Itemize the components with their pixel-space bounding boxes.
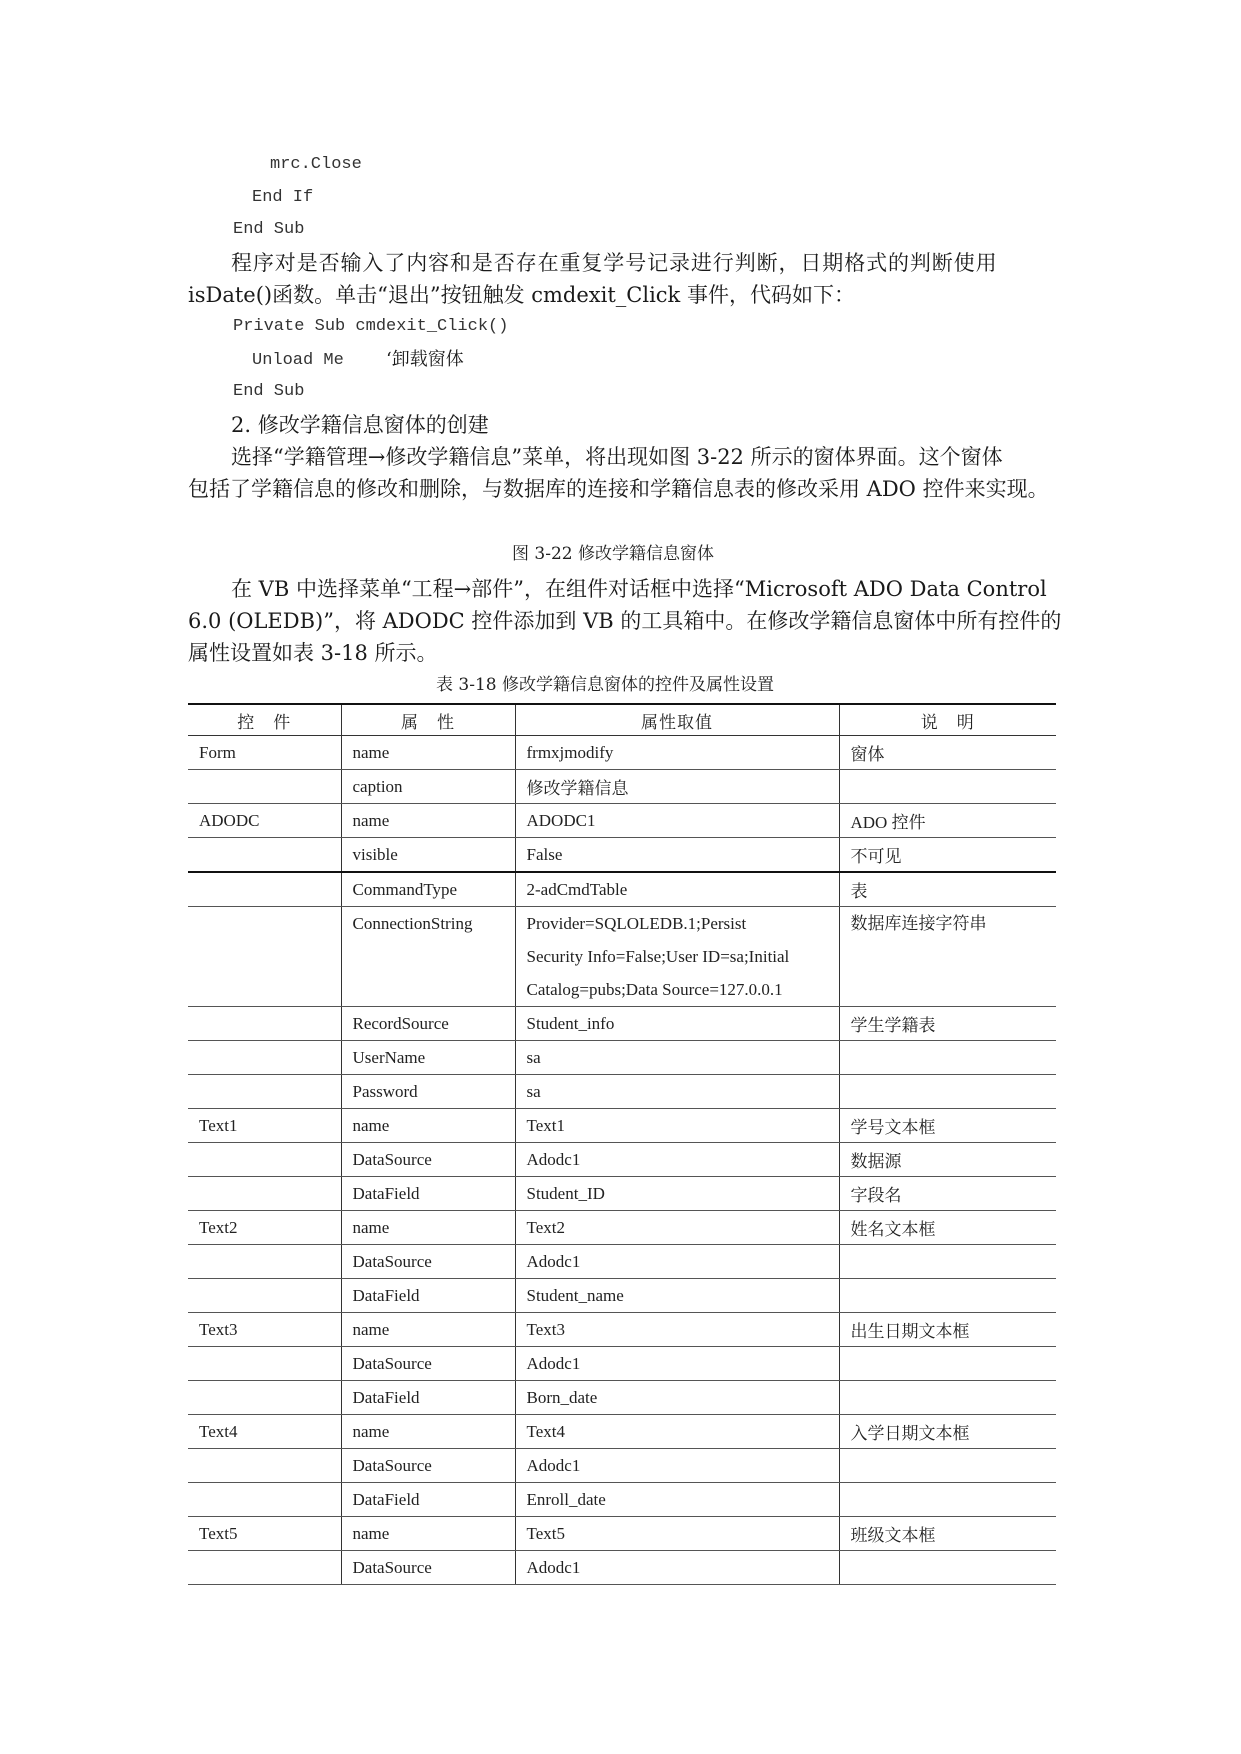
table-cell: DataSource bbox=[341, 1551, 515, 1585]
table-cell bbox=[839, 1381, 1056, 1415]
table-cell: Text5 bbox=[515, 1517, 839, 1551]
table-cell bbox=[188, 1381, 341, 1415]
table-cell bbox=[188, 1347, 341, 1381]
table-cell: DataSource bbox=[341, 1245, 515, 1279]
table-cell: DataField bbox=[341, 1177, 515, 1211]
table-cell: Adodc1 bbox=[515, 1449, 839, 1483]
table-cell: name bbox=[341, 1211, 515, 1245]
table-row bbox=[188, 907, 1056, 1007]
table-cell bbox=[839, 1449, 1056, 1483]
table-cell: name bbox=[341, 804, 515, 838]
table-cell: Student_info bbox=[515, 1007, 839, 1041]
table-cell: RecordSource bbox=[341, 1007, 515, 1041]
table-cell: Text2 bbox=[188, 1211, 341, 1245]
table-cell: 修改学籍信息 bbox=[515, 770, 839, 804]
table-cell: Text4 bbox=[188, 1415, 341, 1449]
table-cell-line: Security Info=False;User ID=sa;Initial bbox=[526, 947, 790, 966]
code-line-private-sub: Private Sub cmdexit_Click() bbox=[233, 317, 509, 336]
paragraph-2-line-2: 包括了学籍信息的修改和删除，与数据库的连接和学籍信息表的修改采用 ADO 控件来实现。 bbox=[188, 477, 1049, 501]
table-cell: 数据源 bbox=[839, 1143, 1056, 1177]
table-cell: 班级文本框 bbox=[839, 1517, 1056, 1551]
table-cell: Student_ID bbox=[515, 1177, 839, 1211]
table-cell: UserName bbox=[341, 1041, 515, 1075]
table-cell: sa bbox=[515, 1075, 839, 1109]
figure-caption: 图 3-22 修改学籍信息窗体 bbox=[512, 544, 714, 564]
code-line-end-sub: End Sub bbox=[233, 220, 305, 239]
table-row bbox=[188, 1075, 1056, 1109]
code-line-unload-me: Unload Me bbox=[252, 351, 344, 370]
table-row bbox=[188, 770, 1056, 804]
table-header-cell: 说 明 bbox=[839, 704, 1056, 736]
table-cell: DataField bbox=[341, 1483, 515, 1517]
table-cell: Form bbox=[188, 736, 341, 770]
table-cell bbox=[839, 1551, 1056, 1585]
table-cell: name bbox=[341, 736, 515, 770]
table-cell: ADO 控件 bbox=[839, 804, 1056, 838]
table-cell: 入学日期文本框 bbox=[839, 1415, 1056, 1449]
table-row bbox=[188, 1245, 1056, 1279]
table-cell: 姓名文本框 bbox=[839, 1211, 1056, 1245]
table-cell: Enroll_date bbox=[515, 1483, 839, 1517]
table-cell: False bbox=[515, 838, 839, 873]
table-cell: Text1 bbox=[515, 1109, 839, 1143]
table-cell bbox=[188, 770, 341, 804]
table-cell: DataField bbox=[341, 1279, 515, 1313]
table-cell bbox=[839, 770, 1056, 804]
table-cell: visible bbox=[341, 838, 515, 873]
table-cell: Adodc1 bbox=[515, 1347, 839, 1381]
table-caption: 表 3-18 修改学籍信息窗体的控件及属性设置 bbox=[436, 675, 774, 695]
table-cell: Text3 bbox=[188, 1313, 341, 1347]
table-cell: Text4 bbox=[515, 1415, 839, 1449]
table-cell: caption bbox=[341, 770, 515, 804]
table-cell bbox=[188, 1075, 341, 1109]
table-row bbox=[188, 1517, 1056, 1551]
table-cell: CommandType bbox=[341, 872, 515, 907]
table-row bbox=[188, 804, 1056, 838]
table-row bbox=[188, 1347, 1056, 1381]
code-comment-unload: ‘卸载窗体 bbox=[386, 349, 464, 370]
table-cell: Text1 bbox=[188, 1109, 341, 1143]
table-cell bbox=[188, 1551, 341, 1585]
properties-table bbox=[188, 703, 1056, 1585]
table-cell: Text5 bbox=[188, 1517, 341, 1551]
table-cell bbox=[188, 1449, 341, 1483]
table-row bbox=[188, 838, 1056, 873]
table-cell: Adodc1 bbox=[515, 1551, 839, 1585]
table-cell bbox=[515, 907, 839, 1007]
table-cell bbox=[188, 1041, 341, 1075]
table-cell: 数据库连接字符串 bbox=[839, 907, 1056, 1007]
table-cell bbox=[839, 1075, 1056, 1109]
table-cell bbox=[188, 1177, 341, 1211]
table-cell: ADODC1 bbox=[515, 804, 839, 838]
table-row bbox=[188, 1041, 1056, 1075]
table-cell bbox=[188, 1007, 341, 1041]
table-cell: 2-adCmdTable bbox=[515, 872, 839, 907]
table-cell: 学生学籍表 bbox=[839, 1007, 1056, 1041]
table-cell: DataSource bbox=[341, 1449, 515, 1483]
code-line-end-sub-2: End Sub bbox=[233, 382, 305, 401]
table-cell-line: Provider=SQLOLEDB.1;Persist bbox=[526, 914, 747, 933]
table-cell bbox=[839, 1347, 1056, 1381]
table-row bbox=[188, 1109, 1056, 1143]
table-cell: ADODC bbox=[188, 804, 341, 838]
table-cell-line: Catalog=pubs;Data Source=127.0.0.1 bbox=[526, 980, 783, 999]
table-cell: Adodc1 bbox=[515, 1245, 839, 1279]
table-row bbox=[188, 1313, 1056, 1347]
table-row bbox=[188, 1381, 1056, 1415]
paragraph-3-line-3: 属性设置如表 3-18 所示。 bbox=[188, 641, 438, 665]
table-cell bbox=[839, 1245, 1056, 1279]
table-cell bbox=[839, 1483, 1056, 1517]
table-row bbox=[188, 736, 1056, 770]
section-heading: 2. 修改学籍信息窗体的创建 bbox=[231, 413, 489, 437]
table-row bbox=[188, 1143, 1056, 1177]
table-cell: DataField bbox=[341, 1381, 515, 1415]
paragraph-1-line-2: isDate()函数。单击“退出”按钮触发 cmdexit_Click 事件，代码如下： bbox=[188, 283, 855, 307]
table-cell: 窗体 bbox=[839, 736, 1056, 770]
paragraph-3-line-1: 在 VB 中选择菜单“工程→部件”，在组件对话框中选择“Microsoft ADO Data Control bbox=[231, 577, 1047, 601]
table-header-row bbox=[188, 704, 1056, 736]
table-cell bbox=[188, 872, 341, 907]
table-cell: 表 bbox=[839, 872, 1056, 907]
table-row bbox=[188, 1007, 1056, 1041]
table-cell: Text3 bbox=[515, 1313, 839, 1347]
table-cell: Adodc1 bbox=[515, 1143, 839, 1177]
table-cell bbox=[188, 1245, 341, 1279]
paragraph-1-line-1: 程序对是否输入了内容和是否存在重复学号记录进行判断，日期格式的判断使用 bbox=[231, 251, 998, 275]
table-cell bbox=[839, 1041, 1056, 1075]
table-cell: frmxjmodify bbox=[515, 736, 839, 770]
table-cell bbox=[188, 838, 341, 873]
table-row bbox=[188, 1177, 1056, 1211]
table-header-cell: 属 性 bbox=[341, 704, 515, 736]
table-cell: name bbox=[341, 1415, 515, 1449]
table-row bbox=[188, 1279, 1056, 1313]
table-row bbox=[188, 872, 1056, 907]
table-header-cell: 属性取值 bbox=[515, 704, 839, 736]
table-cell: sa bbox=[515, 1041, 839, 1075]
table-cell bbox=[839, 1279, 1056, 1313]
table-cell: Student_name bbox=[515, 1279, 839, 1313]
table-cell: 字段名 bbox=[839, 1177, 1056, 1211]
table-row bbox=[188, 1449, 1056, 1483]
table-cell bbox=[188, 1483, 341, 1517]
code-line-mrc-close: mrc.Close bbox=[270, 155, 362, 174]
table-cell bbox=[188, 1279, 341, 1313]
paragraph-2-line-1: 选择“学籍管理→修改学籍信息”菜单，将出现如图 3-22 所示的窗体界面。这个窗体 bbox=[231, 445, 1003, 469]
table-row bbox=[188, 1211, 1056, 1245]
table-cell: ConnectionString bbox=[341, 907, 515, 1007]
table-cell bbox=[188, 907, 341, 1007]
table-cell: Born_date bbox=[515, 1381, 839, 1415]
table-cell: 出生日期文本框 bbox=[839, 1313, 1056, 1347]
table-row bbox=[188, 1415, 1056, 1449]
table-header-cell: 控 件 bbox=[188, 704, 341, 736]
table-cell: 不可见 bbox=[839, 838, 1056, 873]
table-cell: name bbox=[341, 1313, 515, 1347]
paragraph-3-line-2: 6.0 (OLEDB)”，将 ADODC 控件添加到 VB 的工具箱中。在修改学籍信息窗体中所有控件的 bbox=[188, 609, 1062, 633]
table-cell bbox=[188, 1143, 341, 1177]
table-cell: DataSource bbox=[341, 1143, 515, 1177]
table-cell: name bbox=[341, 1109, 515, 1143]
table-cell: name bbox=[341, 1517, 515, 1551]
table-body bbox=[188, 736, 1056, 1585]
table-row bbox=[188, 1483, 1056, 1517]
table-cell: Text2 bbox=[515, 1211, 839, 1245]
table-cell: Password bbox=[341, 1075, 515, 1109]
table-cell: DataSource bbox=[341, 1347, 515, 1381]
table-cell: 学号文本框 bbox=[839, 1109, 1056, 1143]
table-row bbox=[188, 1551, 1056, 1585]
code-line-end-if: End If bbox=[252, 188, 314, 207]
